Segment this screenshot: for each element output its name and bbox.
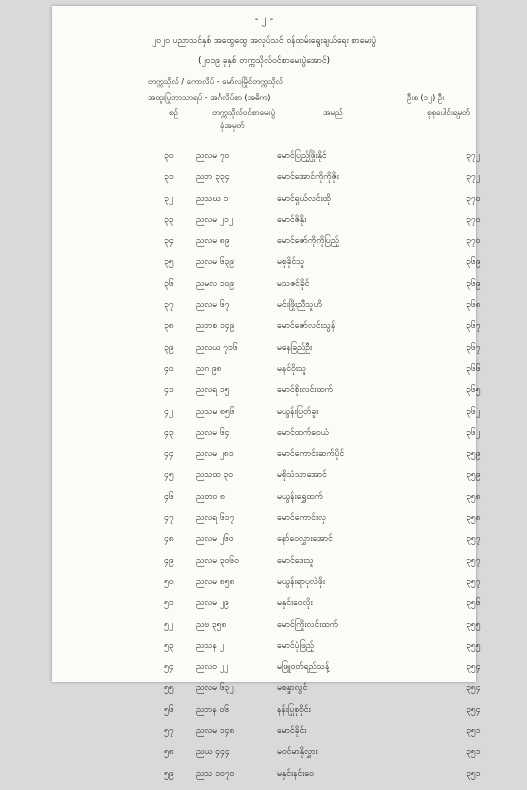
row-exam-number: ညလမ ၆၃၉ (196, 257, 235, 268)
table-row (52, 257, 481, 278)
row-serial: ၄၅ (164, 470, 174, 481)
row-score: ၃၅၁ (466, 768, 481, 779)
table-row (52, 385, 481, 406)
table-row (52, 662, 481, 683)
row-score: ၃၅၇ (466, 555, 481, 566)
table-row (52, 278, 481, 300)
table-row (52, 576, 481, 598)
row-score: ၃၅၁ (466, 747, 481, 758)
row-exam-number: ညယ ၄၄၄ (196, 747, 230, 758)
row-name: မယွန်းပြတ်ခူး (277, 406, 319, 417)
table-row (52, 342, 481, 364)
row-serial: ၄၇ (164, 513, 174, 524)
table-row (52, 598, 481, 619)
row-exam-number: ညဘ ၃၃၄ (196, 172, 230, 183)
table-row (52, 640, 481, 662)
row-serial: ၅၃ (164, 640, 174, 651)
row-exam-number: ညသမ ၈၅၆ (196, 406, 235, 417)
row-score: ၃၆၂ (466, 406, 480, 417)
row-exam-number: ညသဃ ၁ (196, 193, 229, 204)
row-name: မောင်ဇော်လင်းသွန် (277, 321, 336, 332)
row-exam-number: ညလမ ၈၅၈ (196, 576, 235, 587)
row-exam-number: ညလမ ၆၇ (196, 300, 230, 311)
table-row (52, 321, 481, 342)
row-serial: ၄၈ (164, 534, 174, 545)
row-name: မောင်ဒေးသူ (277, 555, 314, 566)
row-exam-number: ညလရ ၆၁၇ (196, 513, 235, 524)
row-serial: ၅၅ (164, 683, 174, 694)
row-name: မောင်ထက်ဝေယံ (277, 427, 329, 438)
row-name: မောင်ရှယ်လင်းထို (277, 193, 331, 204)
row-score: ၃၅၁ (466, 726, 481, 737)
table-row (52, 534, 481, 555)
row-serial: ၅၇ (164, 726, 174, 737)
row-name: နော်ဝေလွှားအောင် (277, 534, 333, 545)
table-row (52, 427, 480, 449)
document-title: ၂၀၂၀ ပညာသင်နှစ် အထွေထွေ အလုပ်သင် ဝန်ထမ်းရွေးချယ်ရေး စာမေးပွဲ (151, 36, 377, 46)
row-exam-number: ညတဝ ၈ (196, 491, 225, 502)
row-name: မယွန်းရာပုလဲဖိုး (277, 576, 325, 587)
row-name: မောင်ကြိုးလင်းထက် (277, 619, 338, 630)
results-table (52, 151, 481, 790)
university-line: တက္ကသိုလ် / ကောလိပ် - မော်လမြိုင်တက္ကသိုလ် (148, 77, 284, 86)
table-row (52, 449, 481, 470)
row-score: ၃၆၈ (466, 300, 481, 311)
row-exam-number: ညမလ ၁၀၉ (196, 278, 235, 289)
row-score: ၃၅၇ (466, 576, 481, 587)
row-name: မနှင်းနင်းဝေ (277, 768, 314, 779)
table-row (52, 726, 481, 747)
row-serial: ၅၄ (164, 662, 174, 673)
header-candidate: တက္ကသိုလ်ဝင်စာမေးပွဲ (212, 108, 276, 117)
table-row (52, 768, 481, 790)
row-name: မောင်ဇော်ကိုကိုပြည့် (277, 236, 339, 247)
row-exam-number: ညသ ၁၀၇၀ (196, 768, 235, 779)
row-serial: ၃၄ (164, 236, 174, 247)
table-row (52, 300, 481, 321)
row-serial: ၃၁ (164, 172, 174, 183)
row-exam-number: ညလမ ၁၄၈ (196, 726, 235, 737)
page-number: - ၂ - (254, 14, 274, 25)
table-row (52, 704, 481, 726)
row-serial: ၅၉ (164, 768, 174, 779)
row-exam-number: ညလမ ၃၀၆၀ (196, 555, 239, 566)
row-serial: ၃၈ (164, 321, 174, 332)
table-row (52, 193, 481, 215)
row-score: ၃၇၂ (466, 172, 480, 183)
row-serial: ၄၉ (164, 555, 174, 566)
row-name: မနင်ဝိုးသူ (277, 363, 307, 374)
row-serial: ၃၉ (164, 342, 174, 353)
table-row (52, 470, 481, 491)
table-row (52, 555, 481, 577)
row-score: ၃၅၆ (466, 598, 481, 609)
row-name: မောင်ဇိနိုး (277, 214, 307, 225)
table-row (52, 619, 481, 641)
row-exam-number: ညဂ ၉၈ (196, 363, 222, 374)
row-serial: ၃၀ (164, 151, 174, 161)
row-exam-number: ညလမ ၂၈၁ (196, 449, 234, 460)
row-score: ၃၅၇ (466, 534, 481, 545)
table-row (52, 172, 480, 193)
row-score: ၃၅၅ (466, 619, 481, 630)
row-score: ၃၅၈ (466, 513, 481, 524)
table-row (52, 683, 481, 704)
table-row (52, 151, 480, 172)
header-candidate-number: ခုံအမှတ် (220, 121, 245, 130)
row-serial: ၃၂ (164, 193, 173, 204)
row-exam-number: ညဘန ၀၆ (196, 704, 230, 715)
row-name: မောင်ကောင်းဆက်ပိုင် (277, 449, 345, 460)
row-exam-number: ညဘစ ၁၄၉ (196, 321, 235, 332)
row-score: ၃၅၄ (466, 662, 481, 673)
header-score: စုစုပေါင်းရမှတ် (427, 108, 470, 117)
row-exam-number: ညလယ ၇၁၆ (196, 342, 238, 353)
row-score: ၃၅၈ (466, 491, 481, 502)
row-score: ၃၅၅ (466, 640, 481, 651)
row-score: ၃၅၄ (466, 704, 481, 715)
header-name: အမည် (323, 108, 343, 117)
row-name: မစိုသံသာအောင် (277, 470, 327, 481)
table-row (52, 491, 481, 513)
row-serial: ၅၂ (164, 619, 173, 630)
row-score: ၃၇၀ (466, 236, 481, 247)
row-serial: ၄၆ (164, 491, 174, 502)
row-score: ၃၆၂ (466, 427, 480, 438)
table-row (52, 406, 480, 428)
row-name: မစန္ဒာလွင် (277, 683, 308, 694)
table-row (52, 236, 481, 257)
row-name: မောင်စိုးလင်းထက် (277, 385, 333, 396)
row-serial: ၃၅ (164, 257, 174, 268)
selection-count: ဦးစ (၁၂) ဦး (407, 93, 445, 102)
row-score: ၃၆၆ (466, 363, 481, 374)
row-score: ၃၆၇ (466, 342, 481, 353)
row-name: မသဇင်ခိုင် (277, 278, 310, 289)
row-exam-number: ညလမ ၂၆၀ (196, 534, 234, 545)
row-score: ၃၇၀ (466, 193, 481, 204)
row-score: ၃၅၉ (466, 449, 481, 460)
table-row (52, 363, 481, 385)
row-serial: ၅၀ (164, 576, 174, 587)
row-serial: ၅၈ (164, 747, 174, 758)
document-subtitle: (၂၀၁၉ ခုနှစ် တက္ကသိုလ်ဝင်စာမေးပွဲအောင်) (198, 56, 330, 66)
major-subject-line: အထူးပြုဘာသာရပ် - အင်္ဂလိပ်စာ (အဓိက) (148, 93, 271, 102)
row-score: ၃၅၉ (466, 470, 481, 481)
row-exam-number: ညလမ ၈၉ (196, 236, 230, 247)
row-serial: ၄၁ (164, 385, 174, 396)
row-exam-number: ညလရ ၁၅ (196, 385, 230, 396)
row-score: ၃၆၉ (466, 257, 481, 268)
row-name: မနေခြည်ဦး (277, 342, 313, 353)
row-serial: ၄၀ (164, 363, 174, 374)
row-serial: ၄၄ (164, 449, 174, 460)
row-name: နန်းပြုစုဝိုင်း (277, 704, 311, 715)
row-serial: ၃၆ (164, 278, 174, 289)
row-exam-number: ညသထ ၃၀ (196, 470, 233, 481)
row-exam-number: ညလမ ၂၁၂ (196, 214, 233, 225)
row-score: ၃၅၄ (466, 683, 481, 694)
row-serial: ၄၃ (164, 427, 174, 438)
table-row (52, 214, 481, 236)
row-score: ၃၆၉ (466, 278, 481, 289)
row-score: ၃၆၇ (466, 321, 481, 332)
row-score: ၃၇၂ (466, 151, 480, 161)
row-name: မောင်ပုံဖြည့် (277, 640, 315, 651)
row-serial: ၅၁ (164, 598, 174, 609)
row-name: မောင်ပြည့်ဖြိုးနိုင် (277, 151, 327, 161)
row-name: မဝင်မာနိုလွှား (277, 747, 318, 758)
row-exam-number: ညလ၀ ၂၂ (196, 662, 229, 673)
row-name: မောင်အောင်ကိုကိုဇိုး (277, 172, 339, 183)
row-name: မဖြူဝတ်ရည်သန့် (277, 662, 330, 673)
row-exam-number: ညသန ၂ (196, 640, 224, 651)
row-serial: ၃၇ (164, 300, 174, 311)
row-score: ၃၇၀ (466, 214, 481, 225)
row-name: မနှင်းဝေလိုး (277, 598, 313, 609)
header-serial: စဉ် (169, 108, 178, 117)
row-serial: ၃၃ (164, 214, 174, 225)
table-row (52, 747, 481, 768)
row-serial: ၄၂ (164, 406, 173, 417)
table-row (52, 513, 481, 534)
row-name: မင်းဖြိုးညီသူဟိ (277, 300, 322, 311)
row-exam-number: ညလမ ၇၀ (196, 151, 230, 161)
row-exam-number: ညလမ ၆၃၂ (196, 683, 234, 694)
row-exam-number: ညလမ ၆၄ (196, 427, 230, 438)
row-exam-number: ညဗ ၃၅၈ (196, 619, 227, 630)
row-score: ၃၆၅ (466, 385, 481, 396)
row-exam-number: ညလမ ၂၉ (196, 598, 229, 609)
document-page (52, 6, 481, 779)
row-name: မောင်ကောင်းလှ (277, 513, 326, 524)
row-name: မစုခိုင်သူ (277, 257, 305, 268)
row-name: မောင်ခိုင်း (277, 726, 307, 737)
row-name: မယွန်းရွှေထက် (277, 491, 323, 502)
row-serial: ၅၆ (164, 704, 174, 715)
